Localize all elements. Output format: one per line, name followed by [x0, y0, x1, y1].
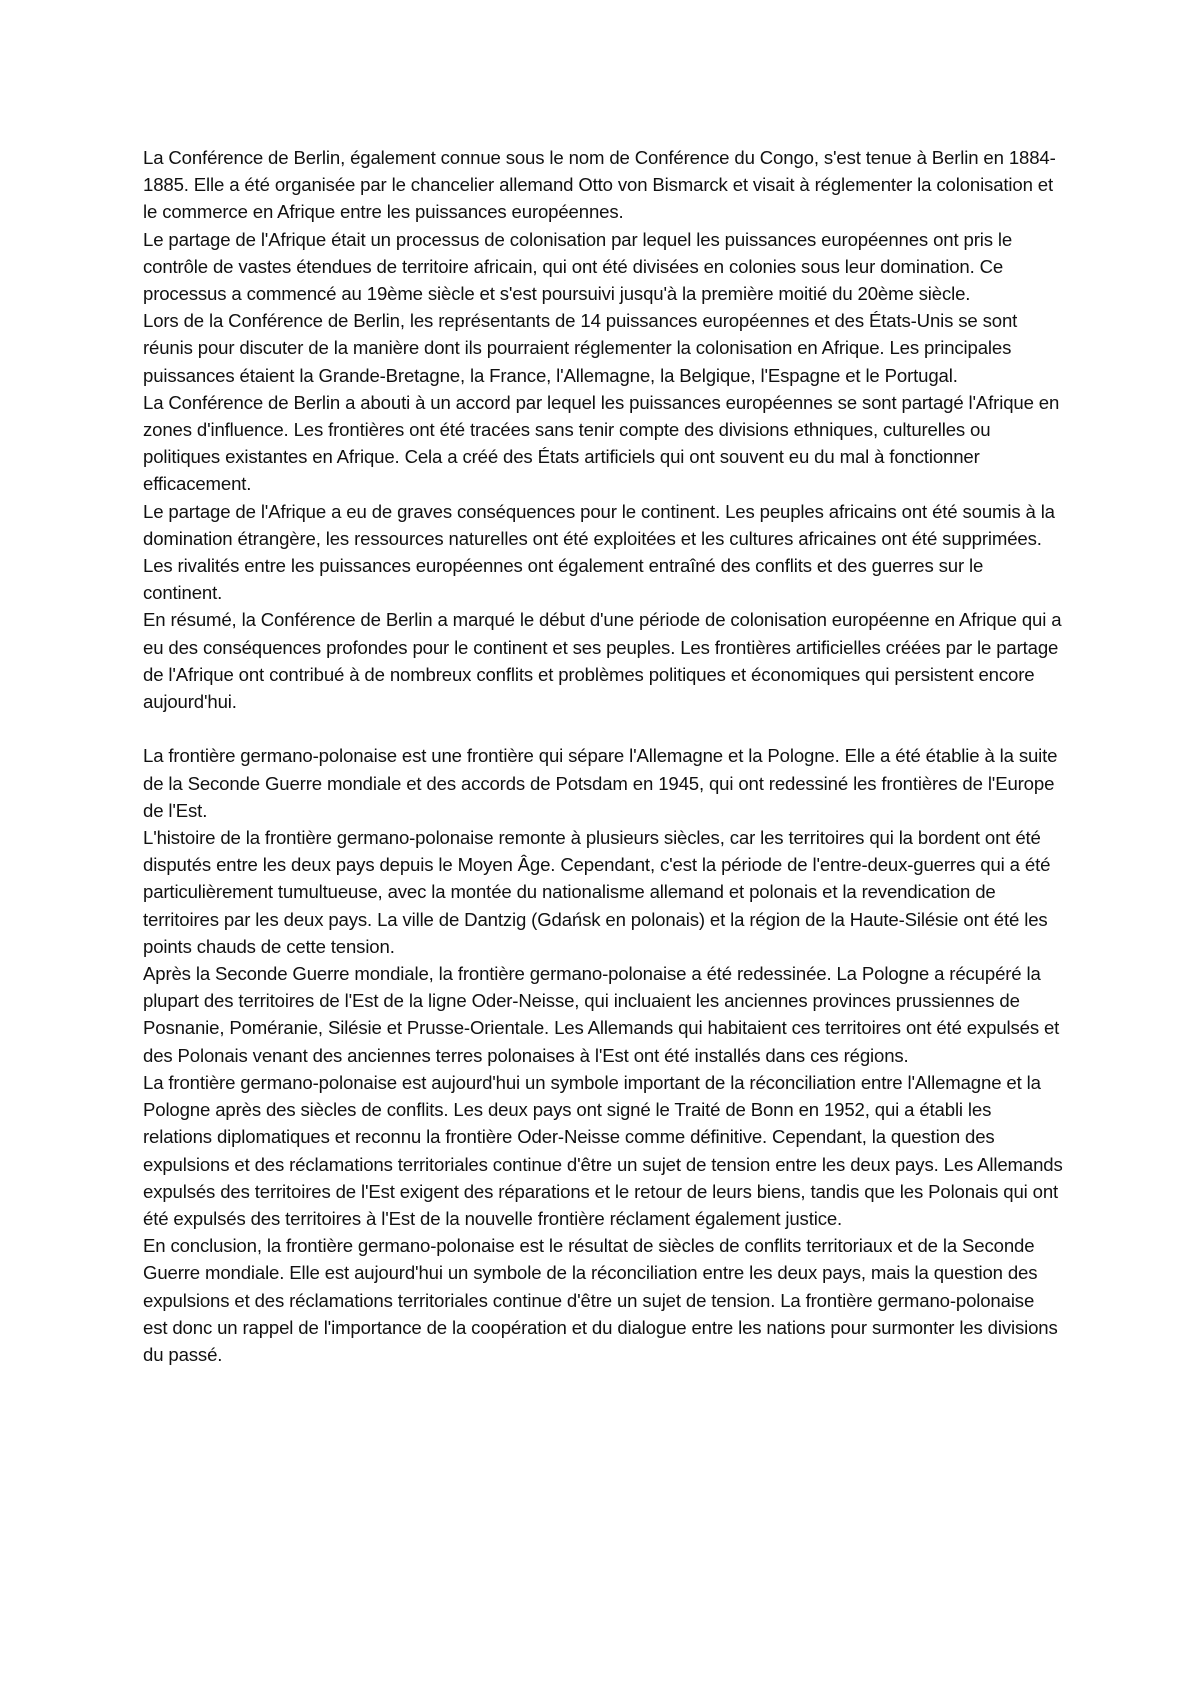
paragraph-reconciliation: La frontière germano-polonaise est aujourd'hui un symbole important de la réconciliation entre l'Allemagne et la Pologne après des siècles de conflits. Les deux pays ont signé le Traité de Bonn en 1952, qui a établi les relations diplomatiques et reconnu la frontière Oder-Neisse comme définitive. Cependant, la question des expulsions et des réclamations territoriales continue d'être un sujet de tension entre les deux pays. Les Allemands expulsés des territoires de l'Est exigent des réparations et le retour de leurs biens, tandis que les Polonais qui ont été expulsés des territoires à l'Est de la nouvelle frontière réclament également justice. — [143, 1071, 1063, 1229]
paragraph-frontiere-histoire: L'histoire de la frontière germano-polonaise remonte à plusieurs siècles, car les territoires qui la bordent ont été disputés entre les deux pays depuis le Moyen Âge. Cependant, c'est la période de l'entre-deux-guerres qui a été particulièrement tumultueuse, avec la montée du nationalisme allemand et polonais et la revendication de territoires par les deux pays. La ville de Dantzig (Gdańsk en polonais) et la région de la Haute-Silésie ont été les points chauds de cette tension. — [143, 827, 1051, 957]
paragraph-frontiere-intro: La frontière germano-polonaise est une frontière qui sépare l'Allemagne et la Pologne. Elle a été établie à la suite de la Seconde Guerre mondiale et des accords de Potsdam en 1945, qui ont redessiné les frontières de l'Europe de l'Est. — [143, 745, 1058, 821]
paragraph-berlin-conference-intro: La Conférence de Berlin, également connue sous le nom de Conférence du Congo, s'est tenue à Berlin en 1884-1885. Elle a été organisée par le chancelier allemand Otto von Bismarck et visait à réglementer la colonisation et le commerce en Afrique entre les puissances européennes. — [143, 147, 1056, 223]
paragraph-conclusion: En conclusion, la frontière germano-polonaise est le résultat de siècles de conflits territoriaux et de la Seconde Guerre mondiale. Elle est aujourd'hui un symbole de la réconciliation entre les deux pays, mais la question des expulsions et des réclamations territoriales continue d'être un sujet de tension. La frontière germano-polonaise est donc un rappel de l'importance de la coopération et du dialogue entre les nations pour surmonter les divisions du passé. — [143, 1235, 1058, 1365]
paragraph-apres-guerre: Après la Seconde Guerre mondiale, la frontière germano-polonaise a été redessinée. La Pologne a récupéré la plupart des territoires de l'Est de la ligne Oder-Neisse, qui incluaient les anciennes provinces prussiennes de Posnanie, Poméranie, Silésie et Prusse-Orientale. Les Allemands qui habitaient ces territoires ont été expulsés et des Polonais venant des anciennes terres polonaises à l'Est ont été installés dans ces régions. — [143, 963, 1060, 1066]
document-body — [143, 144, 1063, 1368]
paragraph-partage-afrique: Le partage de l'Afrique était un processus de colonisation par lequel les puissances européennes ont pris le contrôle de vastes étendues de territoire africain, qui ont été divisées en colonies sous leur domination. Ce processus a commencé au 19ème siècle et s'est poursuivi jusqu'à la première moitié du 20ème siècle. — [143, 228, 1013, 305]
section-spacer — [143, 715, 1063, 742]
paragraph-resume: En résumé, la Conférence de Berlin a marqué le début d'une période de colonisation européenne en Afrique qui a eu des conséquences profondes pour le continent et ses peuples. Les frontières artificielles créées par le partage de l'Afrique ont contribué à de nombreux conflits et problèmes politiques et économiques qui persistent encore aujourd'hui. — [143, 609, 1062, 713]
paragraph-accord-zones: La Conférence de Berlin a abouti à un accord par lequel les puissances européennes se sont partagé l'Afrique en zones d'influence. Les frontières ont été tracées sans tenir compte des divisions ethniques, culturelles ou politiques existantes en Afrique. Cela a créé des États artificiels qui ont souvent eu du mal à fonctionner efficacement. — [143, 391, 1060, 495]
paragraph-consequences: Le partage de l'Afrique a eu de graves conséquences pour le continent. Les peuples africains ont été soumis à la domination étrangère, les ressources naturelles ont été exploitées et les cultures africaines ont été supprimées. Les rivalités entre les puissances européennes ont également entraîné des conflits et des guerres sur le continent. — [143, 500, 1055, 604]
paragraph-representants: Lors de la Conférence de Berlin, les représentants de 14 puissances européennes et des États-Unis se sont réunis pour discuter de la manière dont ils pourraient réglementer la colonisation en Afrique. Les principales puissances étaient la Grande-Bretagne, la France, l'Allemagne, la Belgique, l'Espagne et le Portugal. — [143, 310, 1018, 386]
